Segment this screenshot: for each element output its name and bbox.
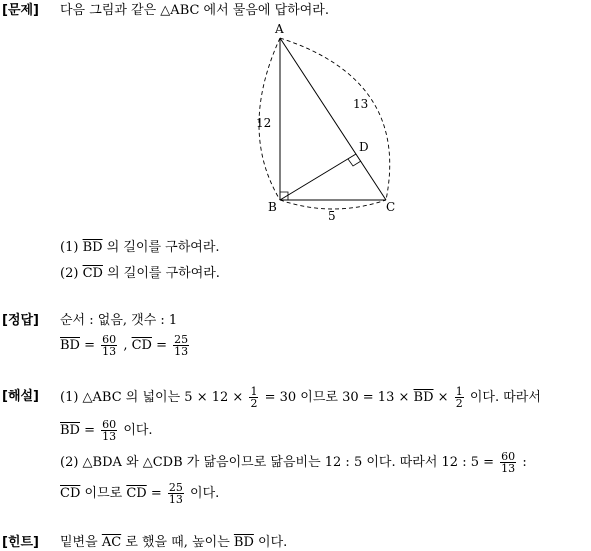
segment-bd: $\overline{BD}$ xyxy=(233,535,254,550)
solution-tag: [해설] xyxy=(2,389,39,404)
answer-line1: 순서 : 없음, 갯수 : 1 xyxy=(60,313,178,328)
segment-bd: $\overline{BD}$ xyxy=(82,240,103,255)
solution-line2: $\overline{BD}$ = $\frac{60}{13}$ 이다. xyxy=(60,418,153,443)
answer-tag: [정답] xyxy=(2,313,39,328)
length-ac: 13 xyxy=(353,97,369,111)
segment-cd: $\overline{CD}$ xyxy=(82,266,103,281)
label-c: C xyxy=(386,200,396,214)
triangle-figure xyxy=(250,20,410,225)
solution-line3: (2) △BDA 와 △CDB 가 닮음이므로 닮음비는 12 : 5 이다. 따라서 12 : 5 = $\frac{60}{13}$ : xyxy=(60,450,527,475)
right-angle-d xyxy=(348,159,361,166)
question-2: (2) $\overline{CD}$ 의 길이를 구하여라. xyxy=(60,266,220,281)
label-a: A xyxy=(275,22,284,36)
problem-statement: 다음 그림과 같은 △ABC 에서 물음에 답하여라. xyxy=(60,3,329,18)
altitude-bd xyxy=(280,154,356,200)
label-b: B xyxy=(268,200,277,214)
length-bc: 5 xyxy=(328,209,336,223)
segment-ac: $\overline{AC}$ xyxy=(101,535,122,550)
hint-text: 밑변을 $\overline{AC}$ 로 했을 때, 높이는 $\overline{BD}$ 이다. xyxy=(60,535,288,550)
problem-tag: [문제] xyxy=(2,3,39,18)
arc-bc xyxy=(280,200,386,209)
solution-line1: (1) △ABC 의 넓이는 5 × 12 × $\frac{1}{2}$ = 30 이므로 $30 = 13 \times \overline{BD}$ × $\frac{1}{2}$ 이다. 따라서 xyxy=(60,385,541,410)
answer-line2: $\overline{BD}$ = $\frac{60}{13}$ , $\overline{CD}$ = $\frac{25}{13}$ xyxy=(60,333,189,358)
hint-tag: [힌트] xyxy=(2,535,39,550)
answer-bd-fraction: $\frac{60}{13}$ xyxy=(102,333,117,358)
length-ab: 12 xyxy=(256,116,272,130)
question-1: (1) $\overline{BD}$ 의 길이를 구하여라. xyxy=(60,240,220,255)
solution-line4: $\overline{CD}$ 이므로 $\overline{CD}$ = $\frac{25}{13}$ 이다. xyxy=(60,481,220,506)
answer-cd-fraction: $\frac{25}{13}$ xyxy=(174,333,189,358)
label-d: D xyxy=(359,140,369,154)
